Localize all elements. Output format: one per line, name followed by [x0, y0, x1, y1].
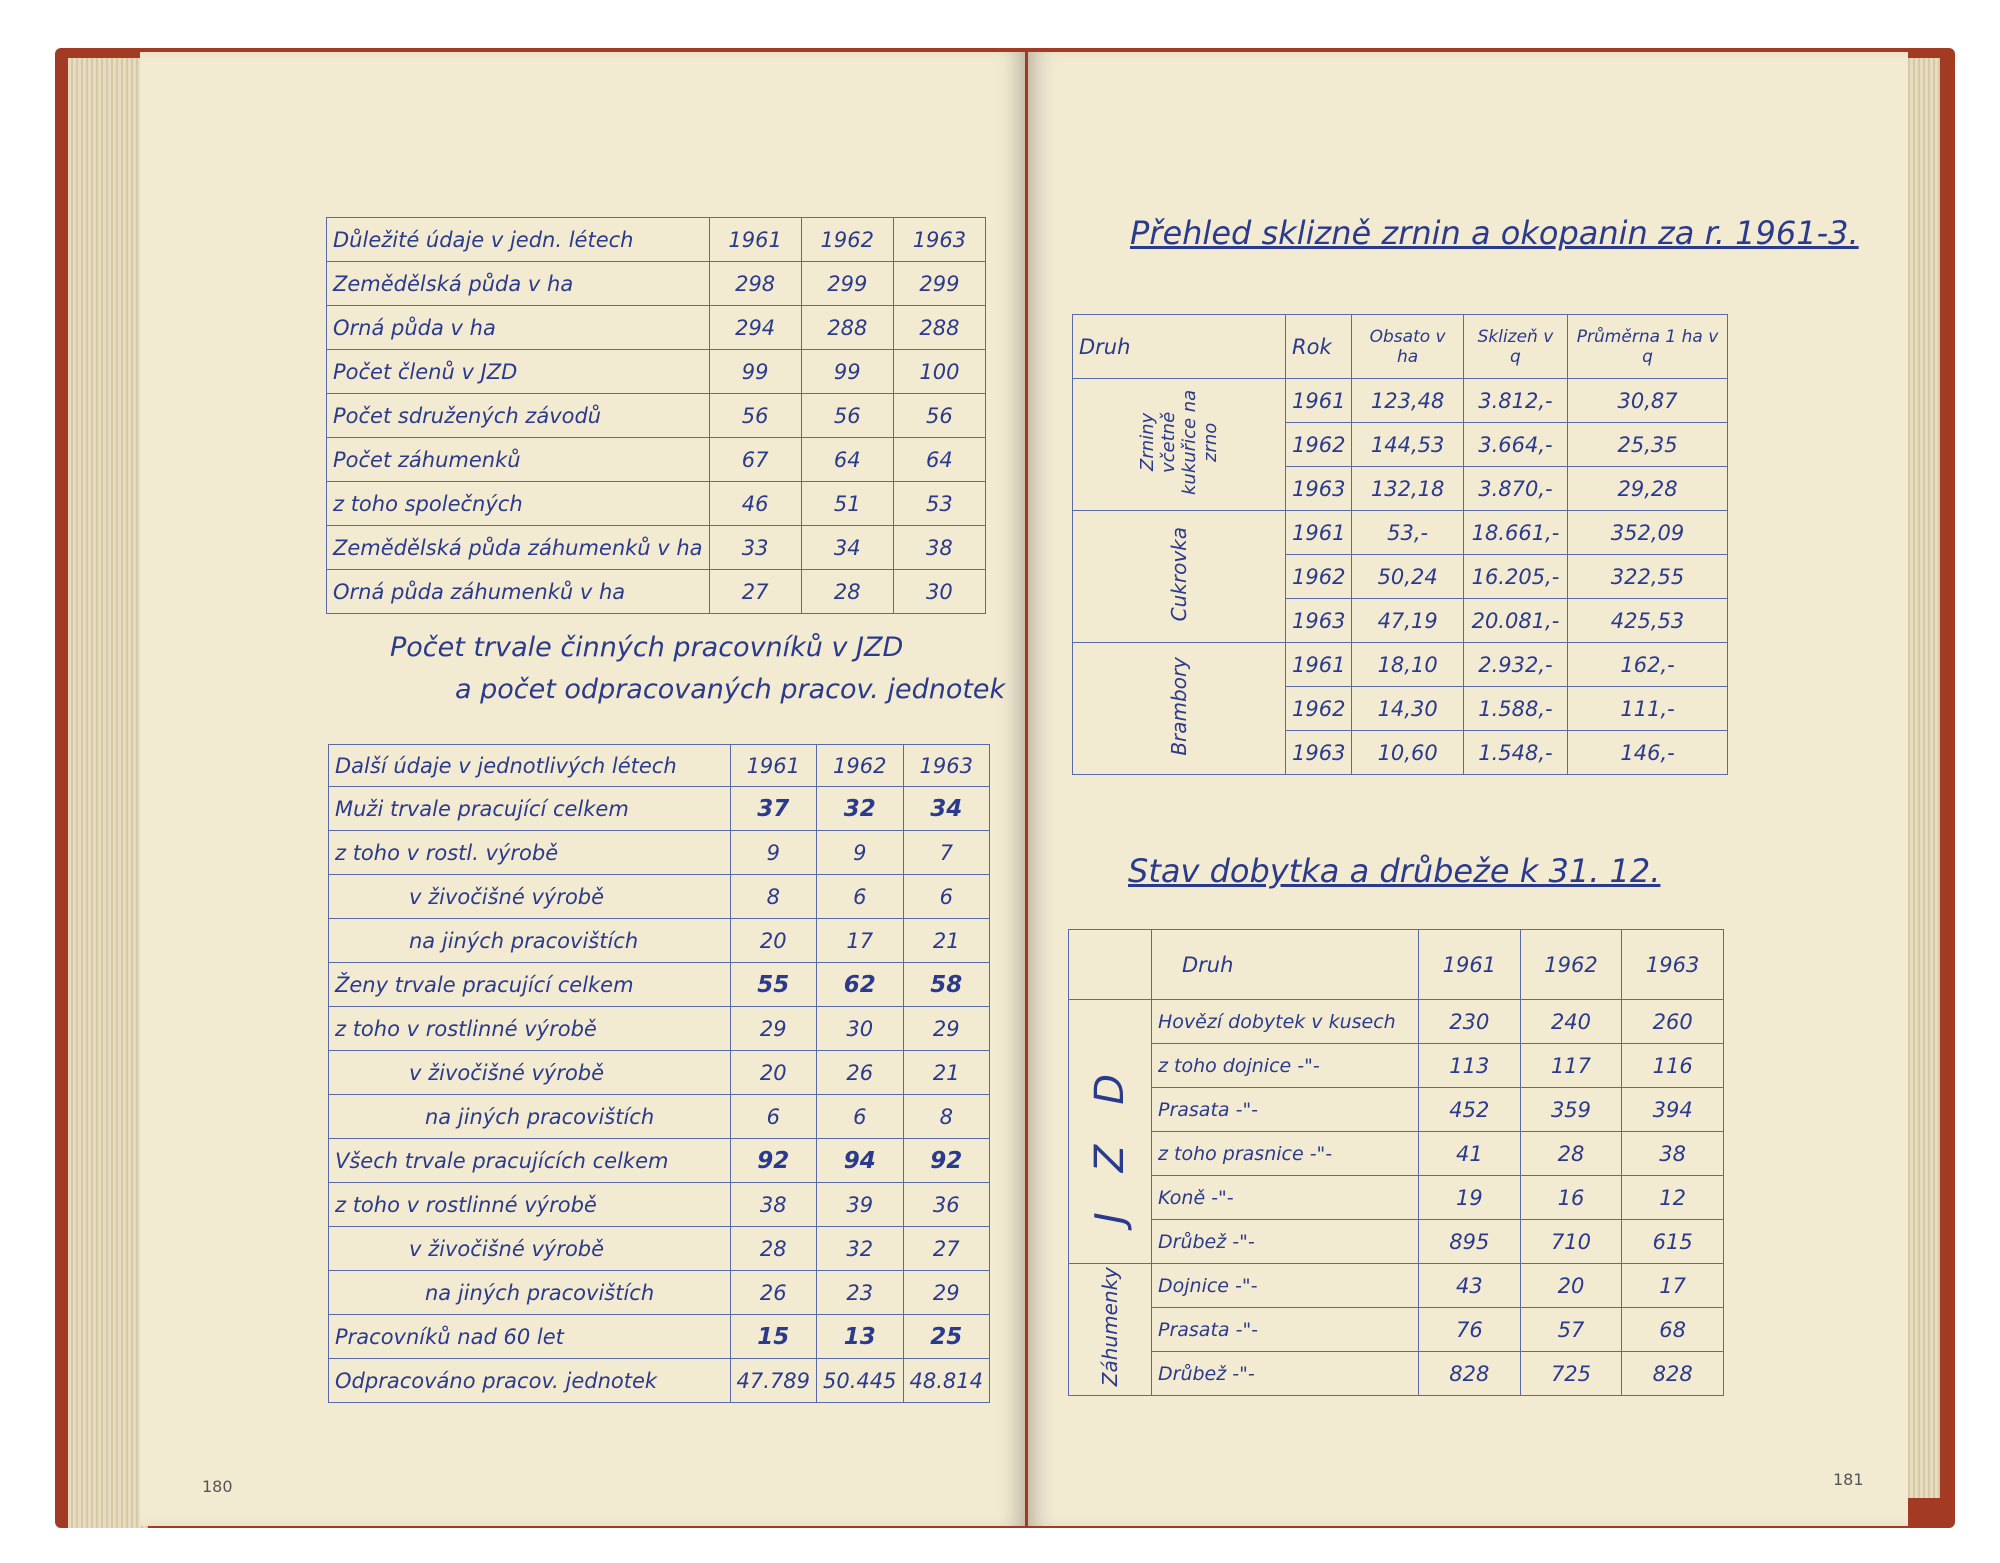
row-value: 30 — [817, 1007, 903, 1051]
row-value: 298 — [709, 262, 801, 306]
group-label: JZD — [1087, 1034, 1133, 1224]
row-value: 322,55 — [1568, 555, 1728, 599]
row-value: 21 — [903, 919, 989, 963]
header-year: 1963 — [903, 745, 989, 787]
group-label: Záhumenky — [1098, 1267, 1122, 1387]
row-value: 30 — [893, 570, 985, 614]
row-value: 240 — [1520, 1000, 1622, 1044]
workers-subtitle-line1: Počet trvale činných pracovníků v JZD — [390, 632, 904, 663]
row-label: Počet sdružených závodů — [327, 394, 710, 438]
row-value: 3.812,- — [1463, 379, 1567, 423]
header-cell: 1962 — [1520, 930, 1622, 1000]
row-value: 10,60 — [1352, 731, 1463, 775]
row-value: 20.081,- — [1463, 599, 1567, 643]
table-row — [329, 1359, 990, 1403]
table-row — [329, 1315, 990, 1359]
year-cell: 1962 — [1286, 687, 1352, 731]
row-value: 19 — [1419, 1176, 1521, 1220]
table-header-row — [329, 745, 990, 787]
row-label: Orná půda záhumenků v ha — [327, 570, 710, 614]
row-label: Drůbež -"- — [1152, 1220, 1419, 1264]
row-value: 53 — [893, 482, 985, 526]
row-value: 34 — [903, 787, 989, 831]
row-value: 28 — [730, 1227, 816, 1271]
header-year: 1961 — [709, 218, 801, 262]
row-value: 100 — [893, 350, 985, 394]
table-row — [329, 1227, 990, 1271]
row-value: 352,09 — [1568, 511, 1728, 555]
row-value: 17 — [1622, 1264, 1724, 1308]
row-value: 6 — [817, 875, 903, 919]
row-value: 452 — [1419, 1088, 1521, 1132]
row-value: 288 — [893, 306, 985, 350]
row-label: Ženy trvale pracující celkem — [329, 963, 731, 1007]
table-row — [329, 919, 990, 963]
livestock-table — [1068, 929, 1724, 1396]
row-label: Muži trvale pracující celkem — [329, 787, 731, 831]
header-label: Další údaje v jednotlivých létech — [329, 745, 731, 787]
row-value: 56 — [801, 394, 893, 438]
table-header-row — [1073, 315, 1728, 379]
row-value: 9 — [817, 831, 903, 875]
row-value: 6 — [817, 1095, 903, 1139]
row-value: 55 — [730, 963, 816, 1007]
row-label: na jiných pracovištích — [329, 919, 731, 963]
crop-label: Zrniny včetně kukuřice na zrno — [1137, 389, 1221, 495]
row-value: 64 — [893, 438, 985, 482]
table-row — [1069, 1132, 1724, 1176]
row-value: 53,- — [1352, 511, 1463, 555]
table-row — [329, 1271, 990, 1315]
table-row — [327, 526, 986, 570]
row-label: Odpracováno pracov. jednotek — [329, 1359, 731, 1403]
row-value: 9 — [730, 831, 816, 875]
row-label: Koně -"- — [1152, 1176, 1419, 1220]
row-value: 7 — [903, 831, 989, 875]
row-value: 29,28 — [1568, 467, 1728, 511]
row-label: na jiných pracovištích — [329, 1095, 731, 1139]
table-row — [327, 482, 986, 526]
row-value: 25 — [903, 1315, 989, 1359]
table-row — [1069, 1220, 1724, 1264]
table-row — [1069, 1000, 1724, 1044]
row-value: 146,- — [1568, 731, 1728, 775]
row-value: 17 — [817, 919, 903, 963]
row-value: 47,19 — [1352, 599, 1463, 643]
row-value: 25,35 — [1568, 423, 1728, 467]
row-value: 33 — [709, 526, 801, 570]
header-year: 1961 — [730, 745, 816, 787]
table-row — [329, 1139, 990, 1183]
row-value: 27 — [903, 1227, 989, 1271]
table-row — [1073, 643, 1728, 687]
row-label: Pracovníků nad 60 let — [329, 1315, 731, 1359]
row-value: 29 — [903, 1271, 989, 1315]
left-page — [140, 52, 1025, 1526]
row-value: 29 — [903, 1007, 989, 1051]
row-label: z toho v rostl. výrobě — [329, 831, 731, 875]
harvest-title: Přehled sklizně zrnin a okopanin za r. 1961-3. — [1130, 214, 1859, 252]
header-cell: Druh — [1152, 930, 1419, 1000]
row-label: Zemědělská půda záhumenků v ha — [327, 526, 710, 570]
row-value: 50,24 — [1352, 555, 1463, 599]
table-row — [1069, 1088, 1724, 1132]
row-value: 828 — [1622, 1352, 1724, 1396]
row-value: 394 — [1622, 1088, 1724, 1132]
table-row — [327, 570, 986, 614]
row-label: z toho v rostlinné výrobě — [329, 1183, 731, 1227]
row-value: 76 — [1419, 1308, 1521, 1352]
row-value: 46 — [709, 482, 801, 526]
row-value: 6 — [730, 1095, 816, 1139]
row-value: 16 — [1520, 1176, 1622, 1220]
crop-group-cell — [1073, 511, 1286, 643]
row-value: 113 — [1419, 1044, 1521, 1088]
row-value: 26 — [817, 1051, 903, 1095]
row-label: Prasata -"- — [1152, 1308, 1419, 1352]
row-label: Zemědělská půda v ha — [327, 262, 710, 306]
table-row — [1069, 1352, 1724, 1396]
row-value: 359 — [1520, 1088, 1622, 1132]
header-cell: 1963 — [1622, 930, 1724, 1000]
livestock-title: Stav dobytka a drůbeže k 31. 12. — [1128, 852, 1661, 890]
row-value: 132,18 — [1352, 467, 1463, 511]
row-value: 38 — [893, 526, 985, 570]
row-label: Prasata -"- — [1152, 1088, 1419, 1132]
row-value: 615 — [1622, 1220, 1724, 1264]
row-value: 56 — [709, 394, 801, 438]
row-value: 38 — [1622, 1132, 1724, 1176]
crop-group-cell — [1073, 643, 1286, 775]
row-value: 1.548,- — [1463, 731, 1567, 775]
row-value: 48.814 — [903, 1359, 989, 1403]
table-row — [329, 1007, 990, 1051]
row-value: 8 — [730, 875, 816, 919]
row-value: 21 — [903, 1051, 989, 1095]
right-page — [1028, 52, 1908, 1526]
row-label: Drůbež -"- — [1152, 1352, 1419, 1396]
row-label: Hovězí dobytek v kusech — [1152, 1000, 1419, 1044]
row-value: 13 — [817, 1315, 903, 1359]
row-value: 51 — [801, 482, 893, 526]
row-value: 299 — [893, 262, 985, 306]
row-value: 14,30 — [1352, 687, 1463, 731]
row-label: Počet členů v JZD — [327, 350, 710, 394]
row-value: 895 — [1419, 1220, 1521, 1264]
table-row — [329, 1051, 990, 1095]
table-row — [1073, 511, 1728, 555]
year-cell: 1963 — [1286, 467, 1352, 511]
row-value: 92 — [903, 1139, 989, 1183]
table-row — [327, 350, 986, 394]
table-row — [327, 394, 986, 438]
row-value: 162,- — [1568, 643, 1728, 687]
row-value: 294 — [709, 306, 801, 350]
table-row — [1069, 1176, 1724, 1220]
table-row — [327, 306, 986, 350]
header-cell: Druh — [1073, 315, 1286, 379]
livestock-group-cell — [1069, 1000, 1152, 1264]
row-value: 29 — [730, 1007, 816, 1051]
row-value: 20 — [1520, 1264, 1622, 1308]
row-value: 144,53 — [1352, 423, 1463, 467]
workers-subtitle-line2: a počet odpracovaných pracov. jednotek — [455, 674, 1006, 705]
row-value: 92 — [730, 1139, 816, 1183]
page-number-right: 181 — [1833, 1470, 1864, 1489]
row-label: v živočišné výrobě — [329, 1227, 731, 1271]
row-value: 18.661,- — [1463, 511, 1567, 555]
row-value: 43 — [1419, 1264, 1521, 1308]
header-year: 1962 — [817, 745, 903, 787]
row-value: 50.445 — [817, 1359, 903, 1403]
row-value: 260 — [1622, 1000, 1724, 1044]
header-cell: Sklizeň v q — [1463, 315, 1567, 379]
row-label: z toho dojnice -"- — [1152, 1044, 1419, 1088]
crop-label: Brambory — [1167, 656, 1191, 756]
year-cell: 1962 — [1286, 555, 1352, 599]
table-row — [327, 438, 986, 482]
row-value: 1.588,- — [1463, 687, 1567, 731]
year-cell: 1961 — [1286, 379, 1352, 423]
row-value: 116 — [1622, 1044, 1724, 1088]
year-cell: 1961 — [1286, 511, 1352, 555]
row-label: Počet záhumenků — [327, 438, 710, 482]
row-value: 710 — [1520, 1220, 1622, 1264]
row-value: 23 — [817, 1271, 903, 1315]
row-value: 26 — [730, 1271, 816, 1315]
row-label: Všech trvale pracujících celkem — [329, 1139, 731, 1183]
table-row — [1069, 1308, 1724, 1352]
table-row — [1069, 1044, 1724, 1088]
crop-group-cell — [1073, 379, 1286, 511]
table-row — [329, 963, 990, 1007]
header-cell: Obsato v ha — [1352, 315, 1463, 379]
year-cell: 1962 — [1286, 423, 1352, 467]
row-value: 288 — [801, 306, 893, 350]
row-value: 16.205,- — [1463, 555, 1567, 599]
row-value: 57 — [1520, 1308, 1622, 1352]
row-value: 37 — [730, 787, 816, 831]
header-cell: 1961 — [1419, 930, 1521, 1000]
table-row — [329, 1183, 990, 1227]
row-value: 28 — [801, 570, 893, 614]
row-value: 32 — [817, 1227, 903, 1271]
row-value: 64 — [801, 438, 893, 482]
row-value: 41 — [1419, 1132, 1521, 1176]
table-header-row — [327, 218, 986, 262]
table-row — [329, 831, 990, 875]
row-value: 425,53 — [1568, 599, 1728, 643]
row-value: 2.932,- — [1463, 643, 1567, 687]
page-number-left: 180 — [202, 1477, 233, 1496]
page-edges-left — [68, 58, 148, 1528]
row-value: 28 — [1520, 1132, 1622, 1176]
table-row — [329, 1095, 990, 1139]
table-row — [329, 787, 990, 831]
header-label: Důležité údaje v jedn. létech — [327, 218, 710, 262]
header-blank — [1069, 930, 1152, 1000]
table-row — [327, 262, 986, 306]
row-value: 6 — [903, 875, 989, 919]
workers-table — [328, 744, 990, 1403]
row-value: 3.870,- — [1463, 467, 1567, 511]
row-label: v živočišné výrobě — [329, 1051, 731, 1095]
row-label: v živočišné výrobě — [329, 875, 731, 919]
row-value: 299 — [801, 262, 893, 306]
row-label: z toho v rostlinné výrobě — [329, 1007, 731, 1051]
header-year: 1962 — [801, 218, 893, 262]
row-value: 828 — [1419, 1352, 1521, 1396]
row-value: 230 — [1419, 1000, 1521, 1044]
row-label: z toho společných — [327, 482, 710, 526]
harvest-table — [1072, 314, 1728, 775]
livestock-group-cell — [1069, 1264, 1152, 1396]
table-row — [1069, 1264, 1724, 1308]
row-value: 12 — [1622, 1176, 1724, 1220]
row-label: Dojnice -"- — [1152, 1264, 1419, 1308]
row-value: 62 — [817, 963, 903, 1007]
year-cell: 1961 — [1286, 643, 1352, 687]
row-value: 123,48 — [1352, 379, 1463, 423]
row-value: 36 — [903, 1183, 989, 1227]
row-value: 27 — [709, 570, 801, 614]
year-cell: 1963 — [1286, 731, 1352, 775]
row-value: 111,- — [1568, 687, 1728, 731]
row-value: 47.789 — [730, 1359, 816, 1403]
row-value: 20 — [730, 919, 816, 963]
row-value: 15 — [730, 1315, 816, 1359]
table-row — [329, 875, 990, 919]
row-value: 99 — [709, 350, 801, 394]
row-label: Orná půda v ha — [327, 306, 710, 350]
row-value: 56 — [893, 394, 985, 438]
table-header-row — [1069, 930, 1724, 1000]
row-value: 94 — [817, 1139, 903, 1183]
crop-label: Cukrovka — [1167, 526, 1191, 622]
row-value: 30,87 — [1568, 379, 1728, 423]
row-value: 725 — [1520, 1352, 1622, 1396]
row-value: 20 — [730, 1051, 816, 1095]
row-value: 99 — [801, 350, 893, 394]
row-label: na jiných pracovištích — [329, 1271, 731, 1315]
row-value: 58 — [903, 963, 989, 1007]
year-cell: 1963 — [1286, 599, 1352, 643]
row-value: 67 — [709, 438, 801, 482]
header-year: 1963 — [893, 218, 985, 262]
row-value: 117 — [1520, 1044, 1622, 1088]
row-value: 32 — [817, 787, 903, 831]
row-value: 18,10 — [1352, 643, 1463, 687]
row-value: 39 — [817, 1183, 903, 1227]
key-data-table — [326, 217, 986, 614]
row-label: z toho prasnice -"- — [1152, 1132, 1419, 1176]
header-cell: Průměrna 1 ha v q — [1568, 315, 1728, 379]
row-value: 38 — [730, 1183, 816, 1227]
row-value: 34 — [801, 526, 893, 570]
table-row — [1073, 379, 1728, 423]
header-cell: Rok — [1286, 315, 1352, 379]
row-value: 8 — [903, 1095, 989, 1139]
row-value: 68 — [1622, 1308, 1724, 1352]
row-value: 3.664,- — [1463, 423, 1567, 467]
